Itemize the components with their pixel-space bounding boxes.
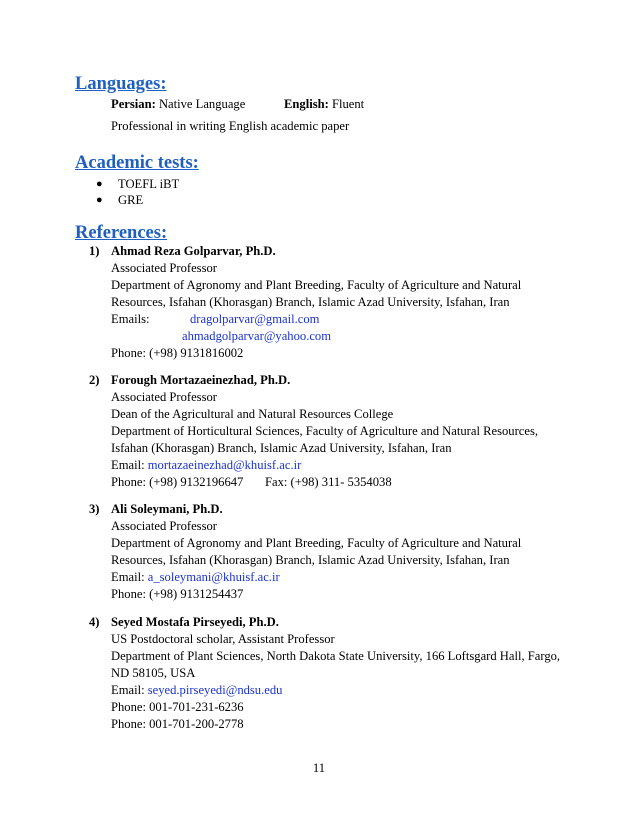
- reference-email-line: [111, 682, 282, 698]
- reference-fax: Fax: (+98) 311- 5354038: [265, 475, 392, 489]
- references-heading: References:: [75, 223, 168, 243]
- reference-name: Seyed Mostafa Pirseyedi, Ph.D.: [111, 615, 279, 629]
- english-value: Fluent: [331, 97, 365, 111]
- reference-number: 1): [89, 244, 100, 258]
- reference-number: 4): [89, 615, 100, 629]
- reference-title: Associated Professor: [111, 261, 217, 275]
- reference-phone: Phone: (+98) 9132196647: [111, 475, 244, 489]
- languages-heading: Languages:: [75, 74, 167, 94]
- reference-phone: Phone: 001-701-231-6236: [111, 700, 244, 714]
- bullet-icon: ●: [96, 178, 103, 190]
- test-item: TOEFL iBT: [118, 177, 180, 191]
- reference-name: Ali Soleymani, Ph.D.: [111, 502, 223, 516]
- reference-number: 2): [89, 373, 100, 387]
- reference-email-label: Email:: [111, 458, 145, 472]
- reference-name: Forough Mortazaeinezhad, Ph.D.: [111, 373, 291, 387]
- english-label: English:: [284, 97, 329, 111]
- reference-email-label: Email:: [111, 683, 145, 697]
- persian-value: Native Language: [158, 97, 246, 111]
- english-language-line: [284, 96, 364, 112]
- reference-email-link[interactable]: seyed.pirseyedi@ndsu.edu: [147, 683, 283, 697]
- reference-email-label: Emails:: [111, 312, 150, 326]
- reference-email-link[interactable]: a_soleymani@khuisf.ac.ir: [147, 570, 280, 584]
- reference-phone: Phone: (+98) 9131816002: [111, 346, 244, 360]
- reference-department: Department of Plant Sciences, North Dakota State University, 166 Loftsgard Hall, Fargo,: [111, 649, 561, 663]
- reference-email-link[interactable]: ahmadgolparvar@yahoo.com: [182, 329, 332, 343]
- reference-department: Resources, Isfahan (Khorasgan) Branch, Islamic Azad University, Isfahan, Iran: [111, 295, 510, 309]
- reference-email-line: [111, 569, 280, 585]
- reference-title: Associated Professor: [111, 519, 217, 533]
- bullet-icon: ●: [96, 194, 103, 206]
- reference-title: Associated Professor: [111, 390, 217, 404]
- languages-note: Professional in writing English academic paper: [111, 119, 350, 133]
- reference-phone: Phone: (+98) 9131254437: [111, 587, 244, 601]
- reference-number: 3): [89, 502, 100, 516]
- reference-department: Resources, Isfahan (Khorasgan) Branch, Islamic Azad University, Isfahan, Iran: [111, 553, 510, 567]
- reference-phone: Phone: 001-701-200-2778: [111, 717, 244, 731]
- reference-position: Dean of the Agricultural and Natural Resources College: [111, 407, 394, 421]
- reference-email-label: Email:: [111, 570, 145, 584]
- reference-department: ND 58105, USA: [111, 666, 196, 680]
- page-number: 11: [312, 761, 326, 775]
- reference-email-link[interactable]: dragolparvar@gmail.com: [190, 312, 320, 326]
- reference-department: Department of Agronomy and Plant Breeding, Faculty of Agriculture and Natural: [111, 536, 522, 550]
- test-item: GRE: [118, 193, 144, 207]
- persian-language-line: [111, 96, 245, 112]
- reference-department: Isfahan (Khorasgan) Branch, Islamic Azad University, Isfahan, Iran: [111, 441, 452, 455]
- reference-title: US Postdoctoral scholar, Assistant Professor: [111, 632, 335, 646]
- reference-department: Department of Horticultural Sciences, Faculty of Agriculture and Natural Resources,: [111, 424, 539, 438]
- reference-name: Ahmad Reza Golparvar, Ph.D.: [111, 244, 276, 258]
- reference-department: Department of Agronomy and Plant Breeding, Faculty of Agriculture and Natural: [111, 278, 522, 292]
- persian-label: Persian:: [111, 97, 156, 111]
- academic-tests-heading: Academic tests:: [75, 153, 199, 173]
- reference-email-link[interactable]: mortazaeinezhad@khuisf.ac.ir: [147, 458, 302, 472]
- reference-email-line: [111, 457, 301, 473]
